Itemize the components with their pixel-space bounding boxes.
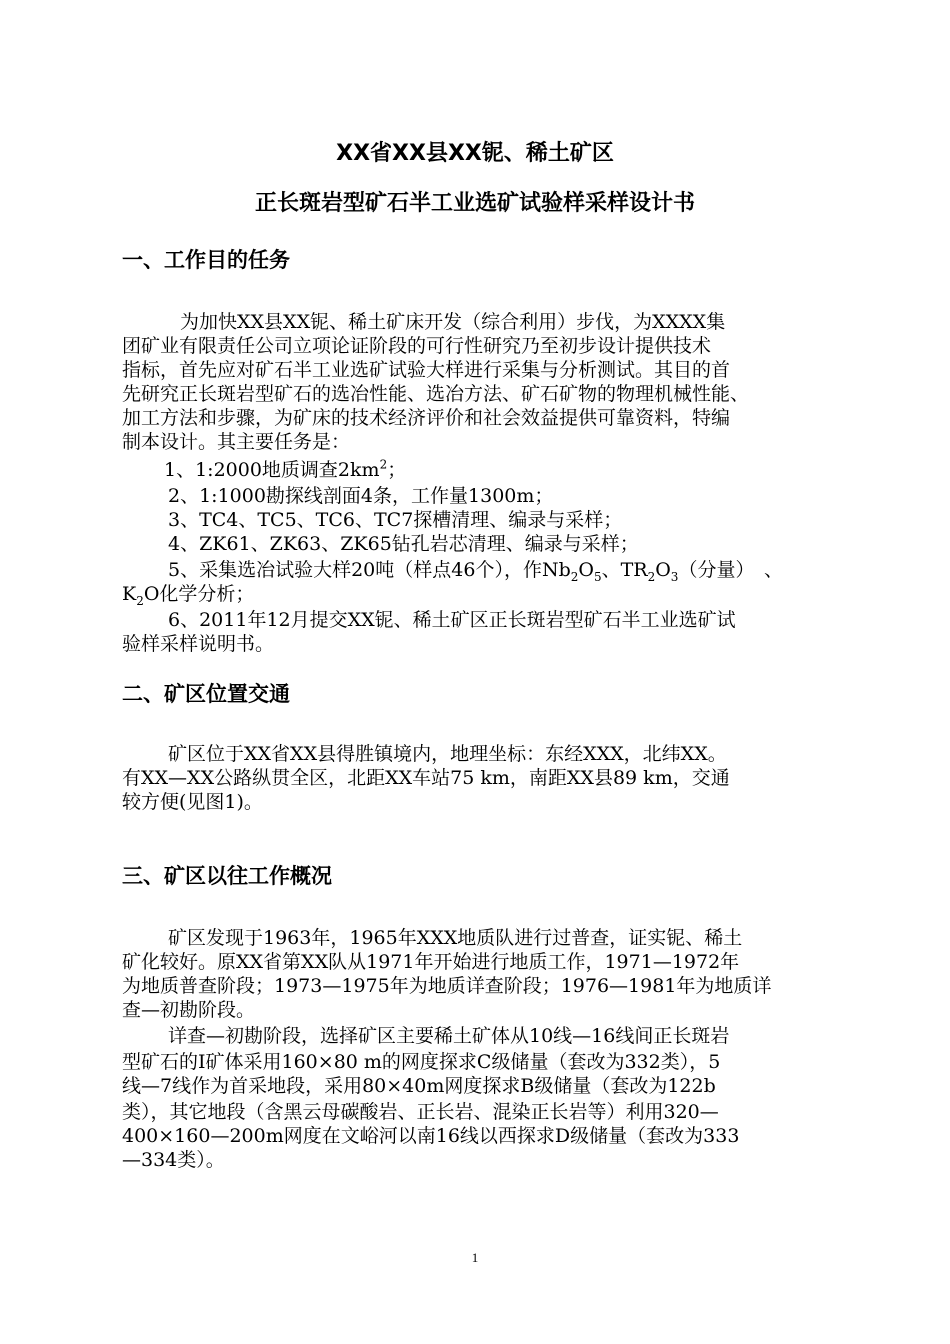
document-title-line1: XX省XX县XX铌、稀土矿区: [336, 141, 614, 166]
section1-heading: 一、工作目的任务: [122, 248, 290, 272]
section3-para1-line: 查—初勘阶段。: [122, 999, 256, 1021]
section1-para-line: 为加快XX县XX铌、稀土矿床开发（综合利用）步伐，为XXXX集: [180, 311, 726, 333]
section3-para1-line: 为地质普查阶段；1973—1975年为地质详查阶段；1976—1981年为地质详: [122, 975, 772, 997]
section3-para2-line: 类），其它地段（含黑云母碳酸岩、正长岩、混染正长岩等）利用320—: [122, 1101, 719, 1123]
section2-para-line: 较方便(见图1)。: [122, 791, 263, 813]
section2-para-line: 有XX—XX公路纵贯全区，北距XX车站75 km，南距XX县89 km，交通: [122, 767, 730, 789]
task-item-3: 3、TC4、TC5、TC6、TC7探槽清理、编录与采样；: [168, 509, 623, 531]
section2-para-line: 矿区位于XX省XX县得胜镇境内，地理坐标：东经XXX，北纬XX。: [168, 743, 727, 765]
section3-para2-line: 400×160—200m网度在文峪河以南16线以西探求D级储量（套改为333: [122, 1125, 740, 1147]
section1-para-line: 先研究正长斑岩型矿石的选冶性能、选冶方法、矿石矿物的物理机械性能、: [122, 383, 750, 405]
section2-heading: 二、矿区位置交通: [122, 682, 290, 706]
task-item-1: 1、1:2000地质调查$2km^2$；: [164, 457, 407, 481]
section3-para1-line: 矿区发现于1963年，1965年XXX地质队进行过普查，证实铌、稀土: [168, 927, 743, 949]
task-item-5-continued: $K_2O$化学分析；: [122, 583, 255, 608]
task-item-4: 4、ZK61、ZK63、ZK65钻孔岩芯清理、编录与采样；: [168, 533, 639, 555]
section3-para2-line: 型矿石的I矿体采用160×80 m的网度探求C级储量（套改为332类），5: [122, 1051, 721, 1073]
section1-para-line: 制本设计。其主要任务是：: [122, 431, 351, 453]
document-title-line2: 正长斑岩型矿石半工业选矿试验样采样设计书: [254, 191, 695, 216]
section3-para1-line: 矿化较好。原XX省第XX队从1971年开始进行地质工作，1971—1972年: [122, 951, 740, 973]
task-item-6: 6、2011年12月提交XX铌、稀土矿区正长斑岩型矿石半工业选矿试: [168, 609, 736, 631]
section3-para2-line: 详查—初勘阶段，选择矿区主要稀土矿体从10线—16线间正长斑岩: [168, 1025, 730, 1047]
task-item-6-continued: 验样采样说明书。: [122, 633, 275, 655]
section3-heading: 三、矿区以往工作概况: [122, 864, 332, 888]
task-item-2: 2、1:1000勘探线剖面4条，工作量1300m；: [168, 485, 554, 507]
section3-para2-line: —334类）。: [122, 1149, 225, 1171]
section1-para-line: 加工方法和步骤，为矿床的技术经济评价和社会效益提供可靠资料，特编: [122, 407, 731, 429]
task-item-5: 5、采集选冶试验大样20吨（样点46个），作$Nb_2O_5$、$TR_2O_3$（分量） 、: [168, 559, 783, 584]
section3-para2-line: 线—7线作为首采地段，采用80×40m网度探求B级储量（套改为122b: [122, 1075, 716, 1097]
section1-para-line: 团矿业有限责任公司立项论证阶段的可行性研究乃至初步设计提供技术: [122, 335, 712, 357]
page-number: 1: [471, 1250, 479, 1265]
section1-para-line: 指标，首先应对矿石半工业选矿试验大样进行采集与分析测试。其目的首: [122, 359, 731, 381]
